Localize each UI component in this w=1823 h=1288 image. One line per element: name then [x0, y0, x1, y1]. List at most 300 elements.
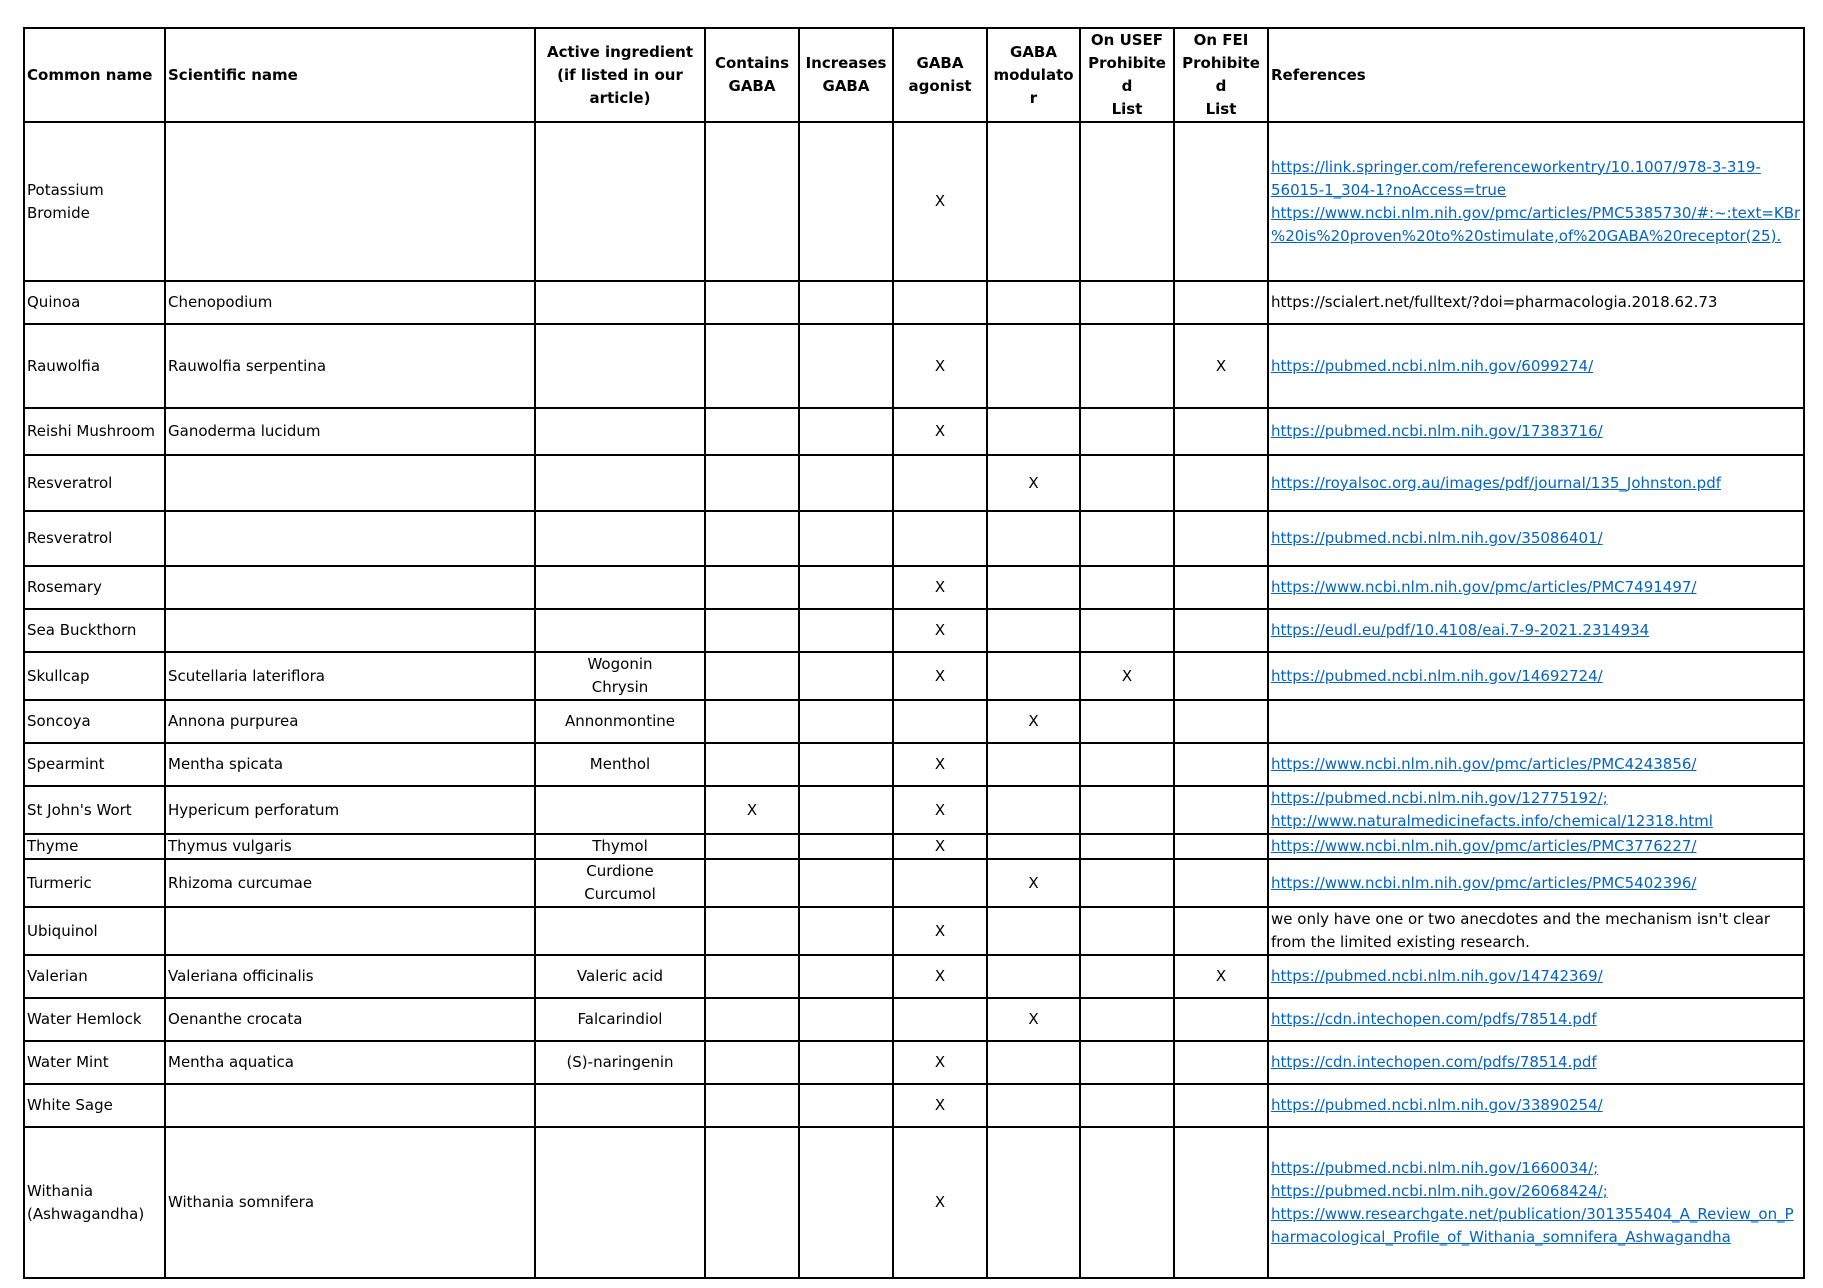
gaba-modulator-cell: X	[987, 859, 1080, 907]
contains-gaba-cell	[705, 609, 799, 652]
header-active-ingredient-line: Active ingredient	[546, 42, 693, 61]
contains-gaba-cell	[705, 408, 799, 455]
increases-gaba-cell	[799, 324, 893, 408]
table-row	[24, 998, 1804, 1041]
increases-gaba-cell	[799, 408, 893, 455]
common-name-cell-line: Spearmint	[27, 755, 105, 773]
common-name-cell	[24, 834, 165, 859]
gaba-modulator-cell	[987, 907, 1080, 955]
active-ingredient-cell	[535, 566, 705, 609]
header-on-fei-line: On FEI	[1193, 31, 1249, 49]
on-usef-cell	[1080, 511, 1174, 566]
on-usef-cell	[1080, 122, 1174, 281]
common-name-cell-line: Soncoya	[27, 712, 91, 730]
active-ingredient-cell	[535, 700, 705, 743]
header-contains-gaba	[705, 28, 799, 122]
reference-link[interactable]: https://pubmed.ncbi.nlm.nih.gov/33890254/	[1271, 1096, 1603, 1114]
on-fei-cell	[1174, 834, 1268, 859]
active-ingredient-cell	[535, 1127, 705, 1278]
scientific-name-cell	[165, 455, 535, 511]
gaba-modulator-cell	[987, 324, 1080, 408]
active-ingredient-cell-line: Valeric acid	[576, 967, 664, 985]
increases-gaba-cell	[799, 1127, 893, 1278]
active-ingredient-cell	[535, 998, 705, 1041]
common-name-cell-line: Reishi Mushroom	[27, 422, 155, 440]
on-fei-cell	[1174, 122, 1268, 281]
reference-link[interactable]: https://eudl.eu/pdf/10.4108/eai.7-9-2021.2314934	[1271, 621, 1650, 639]
on-usef-cell	[1080, 907, 1174, 955]
contains-gaba-cell	[705, 1041, 799, 1084]
contains-gaba-cell	[705, 1127, 799, 1278]
references-cell	[1268, 1127, 1804, 1278]
active-ingredient-cell-line: Chrysin	[591, 678, 649, 696]
gaba-modulator-cell	[987, 786, 1080, 834]
reference-link[interactable]: https://pubmed.ncbi.nlm.nih.gov/35086401/	[1271, 529, 1603, 547]
contains-gaba-cell	[705, 907, 799, 955]
increases-gaba-cell	[799, 609, 893, 652]
references-cell	[1268, 955, 1804, 998]
reference-link[interactable]: https://pubmed.ncbi.nlm.nih.gov/14692724/	[1271, 666, 1603, 685]
on-usef-cell	[1080, 1127, 1174, 1278]
references-cell	[1268, 700, 1804, 743]
table-row	[24, 281, 1804, 324]
increases-gaba-cell	[799, 122, 893, 281]
common-name-cell-line: Ubiquinol	[27, 921, 98, 940]
gaba-agonist-cell	[893, 511, 987, 566]
header-gaba-agonist	[893, 28, 987, 122]
contains-gaba-cell	[705, 511, 799, 566]
on-usef-cell	[1080, 324, 1174, 408]
increases-gaba-cell	[799, 455, 893, 511]
scientific-name-cell	[165, 609, 535, 652]
common-name-cell-line: Water Hemlock	[27, 1010, 142, 1028]
contains-gaba-cell	[705, 859, 799, 907]
increases-gaba-cell	[799, 998, 893, 1041]
scientific-name-cell: Hypericum perforatum	[165, 786, 535, 834]
gaba-modulator-cell: X	[987, 998, 1080, 1041]
references-cell	[1268, 907, 1804, 955]
header-on-fei-line: List	[1205, 100, 1237, 118]
references-cell	[1268, 743, 1804, 786]
common-name-cell	[24, 281, 165, 324]
on-fei-cell	[1174, 998, 1268, 1041]
contains-gaba-cell	[705, 998, 799, 1041]
scientific-name-cell: Mentha aquatica	[165, 1041, 535, 1084]
contains-gaba-cell	[705, 281, 799, 324]
header-gaba-modulator-line: GABA	[1010, 42, 1057, 61]
on-fei-cell	[1174, 511, 1268, 566]
table-row	[24, 907, 1804, 955]
common-name-cell	[24, 122, 165, 281]
scientific-name-cell	[165, 122, 535, 281]
contains-gaba-cell	[705, 652, 799, 700]
on-fei-cell	[1174, 786, 1268, 834]
references-cell	[1268, 1084, 1804, 1127]
increases-gaba-cell	[799, 700, 893, 743]
on-usef-cell	[1080, 408, 1174, 455]
table-row	[24, 1127, 1804, 1278]
header-on-usef-line: Prohibited	[1088, 54, 1166, 95]
common-name-cell	[24, 1041, 165, 1084]
scientific-name-cell	[165, 907, 535, 955]
scientific-name-cell: Oenanthe crocata	[165, 998, 535, 1041]
active-ingredient-cell	[535, 652, 705, 700]
common-name-cell	[24, 511, 165, 566]
scientific-name-cell: Annona purpurea	[165, 700, 535, 743]
common-name-cell	[24, 455, 165, 511]
common-name-cell-line: Rauwolfia	[27, 356, 101, 375]
table-row	[24, 786, 1804, 834]
common-name-cell-line: Quinoa	[27, 293, 81, 311]
on-fei-cell: X	[1174, 955, 1268, 998]
contains-gaba-cell	[705, 122, 799, 281]
reference-link[interactable]: https://www.researchgate.net/publication/301355404_A_Review_on_Pharmacological_Profile_of_Withania_somnifera_Ashwagandha	[1271, 1204, 1794, 1246]
active-ingredient-cell-line: Annonmontine	[564, 712, 676, 730]
header-scientific-name: Scientific name	[165, 28, 535, 122]
active-ingredient-cell	[535, 786, 705, 834]
scientific-name-cell: Withania somnifera	[165, 1127, 535, 1278]
on-fei-cell	[1174, 700, 1268, 743]
common-name-cell	[24, 1127, 165, 1278]
common-name-cell-line: Turmeric	[27, 873, 92, 892]
table-row	[24, 122, 1804, 281]
common-name-cell-line: Sea Buckthorn	[27, 621, 137, 639]
reference-link[interactable]: https://pubmed.ncbi.nlm.nih.gov/14742369/	[1271, 967, 1603, 985]
reference-link[interactable]: https://link.springer.com/referenceworkentry/10.1007/978-3-319-56015-1_304-1?noAccess=true	[1271, 157, 1761, 199]
header-gaba-modulator	[987, 28, 1080, 122]
gaba-agonist-cell: X	[893, 907, 987, 955]
header-gaba-agonist-line: GABA	[916, 54, 964, 72]
increases-gaba-cell	[799, 281, 893, 324]
gaba-modulator-cell	[987, 834, 1080, 859]
common-name-cell-line: Potassium	[27, 180, 104, 199]
gaba-agonist-cell: X	[893, 1084, 987, 1127]
references-cell	[1268, 834, 1804, 859]
active-ingredient-cell	[535, 281, 705, 324]
contains-gaba-cell	[705, 955, 799, 998]
active-ingredient-cell	[535, 743, 705, 786]
active-ingredient-cell	[535, 1041, 705, 1084]
scientific-name-cell	[165, 566, 535, 609]
active-ingredient-cell	[535, 609, 705, 652]
on-usef-cell	[1080, 281, 1174, 324]
gaba-agonist-cell	[893, 281, 987, 324]
gaba-agonist-cell: X	[893, 834, 987, 859]
gaba-agonist-cell	[893, 455, 987, 511]
on-usef-cell: X	[1080, 652, 1174, 700]
gaba-modulator-cell	[987, 609, 1080, 652]
increases-gaba-cell	[799, 652, 893, 700]
header-on-fei	[1174, 28, 1268, 122]
active-ingredient-cell	[535, 955, 705, 998]
scientific-name-cell: Mentha spicata	[165, 743, 535, 786]
active-ingredient-cell	[535, 907, 705, 955]
header-on-usef	[1080, 28, 1174, 122]
references-cell	[1268, 122, 1804, 281]
header-references: References	[1268, 28, 1804, 122]
gaba-modulator-cell: X	[987, 700, 1080, 743]
gaba-agonist-cell	[893, 700, 987, 743]
common-name-cell-line: White Sage	[27, 1096, 113, 1114]
common-name-cell	[24, 652, 165, 700]
common-name-cell	[24, 408, 165, 455]
common-name-cell	[24, 859, 165, 907]
on-usef-cell	[1080, 834, 1174, 859]
on-usef-cell	[1080, 998, 1174, 1041]
reference-link[interactable]: https://pubmed.ncbi.nlm.nih.gov/12775192/;	[1271, 789, 1608, 807]
on-fei-cell	[1174, 455, 1268, 511]
increases-gaba-cell	[799, 786, 893, 834]
common-name-cell-line: Valerian	[27, 967, 88, 985]
gaba-modulator-cell	[987, 281, 1080, 324]
gaba-agonist-cell: X	[893, 955, 987, 998]
reference-text: https://scialert.net/fulltext/?doi=pharmacologia.2018.62.73	[1271, 293, 1718, 311]
on-usef-cell	[1080, 1084, 1174, 1127]
increases-gaba-cell	[799, 1084, 893, 1127]
gaba-modulator-cell	[987, 511, 1080, 566]
table-row	[24, 408, 1804, 455]
references-cell	[1268, 998, 1804, 1041]
common-name-cell	[24, 1084, 165, 1127]
references-cell	[1268, 566, 1804, 609]
active-ingredient-cell	[535, 511, 705, 566]
contains-gaba-cell	[705, 700, 799, 743]
gaba-agonist-cell	[893, 998, 987, 1041]
on-usef-cell	[1080, 955, 1174, 998]
active-ingredient-cell-line: Falcarindiol	[577, 1010, 663, 1028]
on-usef-cell	[1080, 743, 1174, 786]
active-ingredient-cell-line: Menthol	[589, 755, 651, 773]
common-name-cell-line: St John's Wort	[27, 800, 132, 819]
table-row	[24, 511, 1804, 566]
common-name-cell	[24, 609, 165, 652]
gaba-agonist-cell: X	[893, 652, 987, 700]
contains-gaba-cell: X	[705, 786, 799, 834]
gaba-agonist-cell: X	[893, 324, 987, 408]
contains-gaba-cell	[705, 834, 799, 859]
gaba-herbs-table	[23, 27, 1805, 1279]
on-usef-cell	[1080, 609, 1174, 652]
on-usef-cell	[1080, 786, 1174, 834]
references-cell	[1268, 455, 1804, 511]
header-common-name: Common name	[24, 28, 165, 122]
table-row	[24, 324, 1804, 408]
reference-link[interactable]: https://pubmed.ncbi.nlm.nih.gov/26068424/;	[1271, 1181, 1608, 1200]
reference-link[interactable]: https://cdn.intechopen.com/pdfs/78514.pdf	[1271, 1010, 1597, 1028]
table-row	[24, 955, 1804, 998]
increases-gaba-cell	[799, 566, 893, 609]
gaba-agonist-cell: X	[893, 408, 987, 455]
contains-gaba-cell	[705, 566, 799, 609]
common-name-cell-line: Withania	[27, 1181, 94, 1200]
gaba-modulator-cell	[987, 652, 1080, 700]
gaba-agonist-cell: X	[893, 743, 987, 786]
gaba-agonist-cell	[893, 859, 987, 907]
reference-link[interactable]: https://www.ncbi.nlm.nih.gov/pmc/articles/PMC5402396/	[1271, 873, 1697, 892]
on-usef-cell	[1080, 1041, 1174, 1084]
gaba-agonist-cell: X	[893, 566, 987, 609]
on-fei-cell	[1174, 566, 1268, 609]
active-ingredient-cell	[535, 324, 705, 408]
active-ingredient-cell-line: (S)-naringenin	[566, 1053, 674, 1071]
reference-link[interactable]: https://pubmed.ncbi.nlm.nih.gov/1660034/;	[1271, 1158, 1599, 1177]
header-gaba-agonist-line: agonist	[908, 77, 972, 95]
gaba-modulator-cell: X	[987, 455, 1080, 511]
active-ingredient-cell	[535, 455, 705, 511]
on-fei-cell	[1174, 907, 1268, 955]
gaba-modulator-cell	[987, 743, 1080, 786]
gaba-agonist-cell: X	[893, 1041, 987, 1084]
increases-gaba-cell	[799, 859, 893, 907]
increases-gaba-cell	[799, 743, 893, 786]
gaba-modulator-cell	[987, 566, 1080, 609]
increases-gaba-cell	[799, 955, 893, 998]
common-name-cell-line: Rosemary	[27, 578, 102, 596]
reference-link[interactable]: https://cdn.intechopen.com/pdfs/78514.pdf	[1271, 1053, 1597, 1071]
on-fei-cell	[1174, 743, 1268, 786]
reference-link[interactable]: https://www.ncbi.nlm.nih.gov/pmc/articles/PMC7491497/	[1271, 578, 1697, 596]
references-cell	[1268, 511, 1804, 566]
gaba-modulator-cell	[987, 122, 1080, 281]
scientific-name-cell: Scutellaria lateriflora	[165, 652, 535, 700]
increases-gaba-cell	[799, 1041, 893, 1084]
on-usef-cell	[1080, 859, 1174, 907]
scientific-name-cell: Valeriana officinalis	[165, 955, 535, 998]
reference-link[interactable]: https://pubmed.ncbi.nlm.nih.gov/17383716/	[1271, 422, 1603, 440]
header-active-ingredient	[535, 28, 705, 122]
contains-gaba-cell	[705, 324, 799, 408]
active-ingredient-cell-line: Wogonin	[587, 655, 653, 673]
header-increases-gaba	[799, 28, 893, 122]
scientific-name-cell	[165, 1084, 535, 1127]
header-increases-gaba-line: GABA	[822, 77, 870, 95]
scientific-name-cell: Rhizoma curcumae	[165, 859, 535, 907]
gaba-modulator-cell	[987, 1041, 1080, 1084]
header-increases-gaba-line: Increases	[805, 54, 887, 72]
scientific-name-cell: Thymus vulgaris	[165, 834, 535, 859]
table-row	[24, 566, 1804, 609]
increases-gaba-cell	[799, 511, 893, 566]
gaba-agonist-cell: X	[893, 786, 987, 834]
references-cell	[1268, 859, 1804, 907]
header-contains-gaba-line: GABA	[728, 77, 776, 95]
active-ingredient-cell-line: Thymol	[592, 837, 648, 855]
references-cell	[1268, 408, 1804, 455]
reference-link[interactable]: https://www.ncbi.nlm.nih.gov/pmc/articles/PMC3776227/	[1271, 837, 1697, 855]
on-fei-cell	[1174, 1041, 1268, 1084]
table-row	[24, 859, 1804, 907]
common-name-cell-line: Resveratrol	[27, 529, 113, 547]
references-cell	[1268, 1041, 1804, 1084]
common-name-cell	[24, 907, 165, 955]
table-row	[24, 455, 1804, 511]
common-name-cell	[24, 786, 165, 834]
on-fei-cell	[1174, 1084, 1268, 1127]
table-row	[24, 834, 1804, 859]
gaba-agonist-cell: X	[893, 122, 987, 281]
reference-text: we only have one or two anecdotes and the mechanism isn't clear from the limited existing research.	[1271, 910, 1771, 951]
common-name-cell-line: Resveratrol	[27, 473, 113, 492]
common-name-cell	[24, 998, 165, 1041]
active-ingredient-cell	[535, 859, 705, 907]
header-on-usef-line: List	[1111, 100, 1143, 118]
references-cell	[1268, 652, 1804, 700]
header-gaba-modulator-line: modulator	[993, 65, 1074, 107]
on-fei-cell	[1174, 609, 1268, 652]
increases-gaba-cell	[799, 834, 893, 859]
scientific-name-cell: Chenopodium	[165, 281, 535, 324]
common-name-cell-line: Skullcap	[27, 666, 90, 685]
common-name-cell-line: Bromide	[27, 203, 90, 222]
header-row	[24, 28, 1804, 122]
table-row	[24, 700, 1804, 743]
common-name-cell	[24, 743, 165, 786]
common-name-cell	[24, 566, 165, 609]
on-fei-cell	[1174, 408, 1268, 455]
on-usef-cell	[1080, 566, 1174, 609]
contains-gaba-cell	[705, 455, 799, 511]
on-usef-cell	[1080, 455, 1174, 511]
on-fei-cell	[1174, 1127, 1268, 1278]
common-name-cell	[24, 700, 165, 743]
on-usef-cell	[1080, 700, 1174, 743]
gaba-modulator-cell	[987, 1127, 1080, 1278]
references-cell	[1268, 324, 1804, 408]
increases-gaba-cell	[799, 907, 893, 955]
scientific-name-cell: Ganoderma lucidum	[165, 408, 535, 455]
on-fei-cell	[1174, 859, 1268, 907]
table-row	[24, 1041, 1804, 1084]
common-name-cell-line: Thyme	[27, 837, 79, 855]
gaba-modulator-cell	[987, 1084, 1080, 1127]
reference-link[interactable]: https://www.ncbi.nlm.nih.gov/pmc/articles/PMC5385730/#:~:text=KBr%20is%20proven%20to%20stimulate,of%20GABA%20receptor(25).	[1271, 203, 1801, 245]
gaba-modulator-cell	[987, 408, 1080, 455]
on-fei-cell	[1174, 281, 1268, 324]
active-ingredient-cell	[535, 408, 705, 455]
table-row	[24, 743, 1804, 786]
common-name-cell	[24, 324, 165, 408]
references-cell	[1268, 609, 1804, 652]
gaba-modulator-cell	[987, 955, 1080, 998]
table-row	[24, 1084, 1804, 1127]
common-name-cell	[24, 955, 165, 998]
gaba-agonist-cell: X	[893, 1127, 987, 1278]
contains-gaba-cell	[705, 1084, 799, 1127]
reference-link[interactable]: http://www.naturalmedicinefacts.info/chemical/12318.html	[1271, 812, 1713, 830]
references-cell	[1268, 281, 1804, 324]
reference-link[interactable]: https://royalsoc.org.au/images/pdf/journal/135_Johnston.pdf	[1271, 473, 1722, 492]
header-on-fei-line: Prohibited	[1182, 54, 1260, 95]
references-cell	[1268, 786, 1804, 834]
scientific-name-cell	[165, 511, 535, 566]
reference-link[interactable]: https://www.ncbi.nlm.nih.gov/pmc/articles/PMC4243856/	[1271, 755, 1697, 773]
scientific-name-cell: Rauwolfia serpentina	[165, 324, 535, 408]
common-name-cell-line: (Ashwagandha)	[27, 1204, 145, 1223]
contains-gaba-cell	[705, 743, 799, 786]
header-on-usef-line: On USEF	[1090, 31, 1164, 49]
header-contains-gaba-line: Contains	[714, 54, 790, 72]
active-ingredient-cell	[535, 1084, 705, 1127]
active-ingredient-cell	[535, 834, 705, 859]
common-name-cell-line: Water Mint	[27, 1053, 109, 1071]
header-active-ingredient-line: (if listed in our article)	[557, 65, 683, 107]
active-ingredient-cell-line: Curcumol	[584, 885, 656, 903]
gaba-agonist-cell: X	[893, 609, 987, 652]
reference-link[interactable]: https://pubmed.ncbi.nlm.nih.gov/6099274/	[1271, 356, 1594, 375]
on-fei-cell: X	[1174, 324, 1268, 408]
on-fei-cell	[1174, 652, 1268, 700]
table-row	[24, 652, 1804, 700]
